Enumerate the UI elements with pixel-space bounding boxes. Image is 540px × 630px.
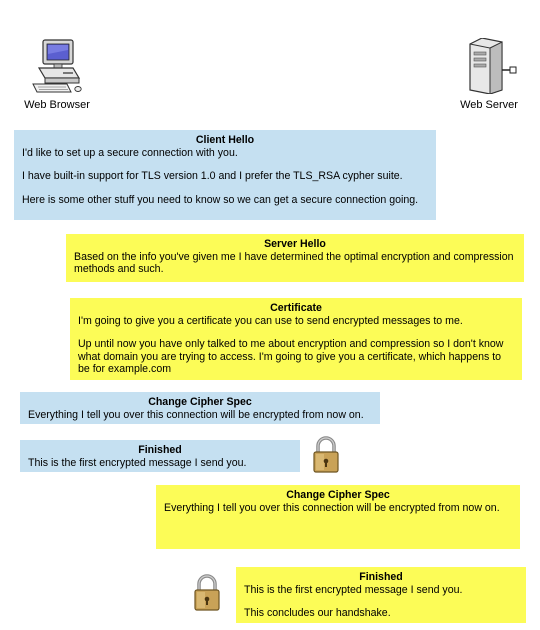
padlock-icon (312, 436, 340, 474)
message-text: Up until now you have only talked to me about encryption and compression so I don't know what domain you are trying to access. I'm going to give you a certificate, which happens to be for example.com (78, 338, 504, 375)
desktop-computer-icon (29, 38, 85, 94)
message-title: Finished (138, 444, 182, 456)
message-title: Finished (359, 571, 403, 583)
web-browser-label: Web Browser (24, 99, 90, 111)
client-finished-message (20, 440, 300, 472)
message-title: Client Hello (195, 134, 255, 146)
web-server-label: Web Server (460, 99, 518, 111)
message-text: I'd like to set up a secure connection with you. (22, 146, 238, 159)
server-finished-message (236, 567, 526, 623)
message-text: I'm going to give you a certificate you can use to send encrypted messages to me. (78, 314, 463, 327)
message-text: This is the first encrypted message I send you. (244, 583, 463, 596)
message-text: This is the first encrypted message I send you. (28, 456, 247, 469)
server-change-cipher-spec-message (156, 485, 520, 549)
web-server-endpoint (452, 38, 526, 111)
message-text: I have built-in support for TLS version 1.0 and I prefer the TLS_RSA cypher suite. (22, 170, 403, 182)
message-title: Certificate (270, 302, 322, 314)
message-title: Server Hello (264, 238, 326, 250)
message-text: Here is some other stuff you need to know so we can get a secure connection going. (22, 193, 419, 206)
web-browser-endpoint (18, 38, 96, 111)
message-text: Based on the info you've given me I have determined the optimal encryption and compression methods and such. (74, 250, 514, 275)
client-change-cipher-spec-message (20, 392, 380, 424)
server-tower-icon (460, 38, 518, 94)
message-text: Everything I tell you over this connection will be encrypted from now on. (164, 501, 500, 514)
client-hello-message (14, 130, 436, 220)
message-text: This concludes our handshake. (244, 607, 391, 619)
message-text: Everything I tell you over this connection will be encrypted from now on. (28, 408, 364, 421)
message-title: Change Cipher Spec (286, 489, 390, 501)
certificate-message (70, 298, 522, 380)
message-title: Change Cipher Spec (148, 396, 252, 408)
padlock-icon (193, 574, 221, 612)
server-hello-message (66, 234, 524, 282)
